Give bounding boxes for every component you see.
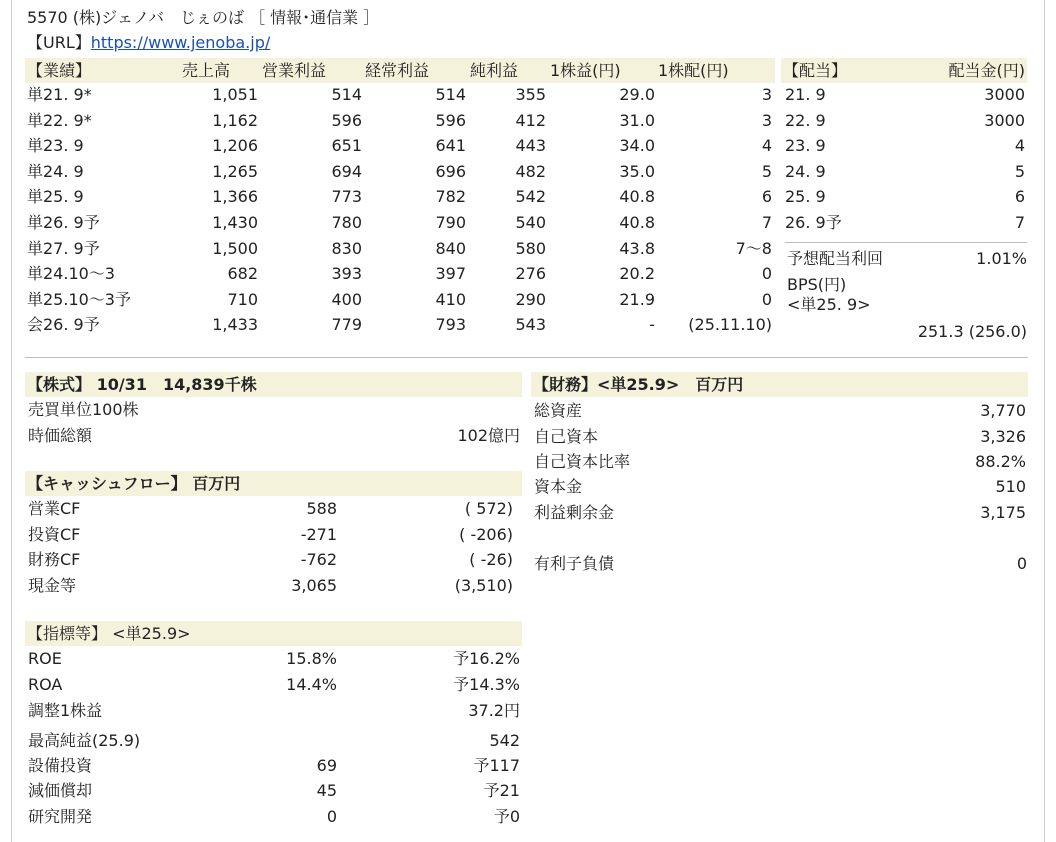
cell-operating-profit: 596 xyxy=(331,111,362,130)
cashflow-row xyxy=(25,573,522,598)
finance-row xyxy=(531,474,1028,499)
debt-value: 0 xyxy=(1016,554,1027,573)
dividend-amount: 6 xyxy=(1014,187,1025,206)
dividend-period: 23. 9 xyxy=(785,136,826,155)
dividend-row xyxy=(781,184,1027,209)
indicator-row xyxy=(25,753,522,778)
cashflow-previous: ( 572) xyxy=(464,499,513,518)
cell-eps: 43.8 xyxy=(619,239,655,258)
dividend-col: 配当金(円) xyxy=(948,61,1025,80)
dividend-row xyxy=(781,82,1027,107)
cashflow-previous: ( -26) xyxy=(469,550,513,569)
cell-ordinary-profit: 596 xyxy=(435,111,466,130)
bps-period: <単25. 9> xyxy=(787,295,871,314)
dividend-amount: 7 xyxy=(1014,213,1025,232)
cell-net-profit: 276 xyxy=(515,264,546,283)
performance-row xyxy=(25,82,775,107)
performance-row xyxy=(25,210,775,235)
dividend-header xyxy=(781,58,1027,83)
cell-period: 単25. 9 xyxy=(27,187,84,206)
performance-row xyxy=(25,287,775,312)
market-cap-value: 102億円 xyxy=(457,426,520,445)
cell-period: 単27. 9予 xyxy=(27,239,100,258)
indicator-label: 調整1株益 xyxy=(28,701,103,720)
indicator-actual: 45 xyxy=(316,781,337,800)
cell-dps: 4 xyxy=(761,136,772,155)
cell-ordinary-profit: 641 xyxy=(435,136,466,155)
cell-eps: 21.9 xyxy=(619,290,655,309)
trade-unit: 売買単位100株 xyxy=(28,400,139,419)
dividend-period: 26. 9予 xyxy=(785,213,842,232)
dividend-separator xyxy=(785,242,1027,243)
indicator-forecast: 37.2円 xyxy=(468,701,520,720)
indicator-actual: 0 xyxy=(326,807,337,826)
col-net-profit: 純利益 xyxy=(470,61,519,80)
cell-operating-profit: 393 xyxy=(331,264,362,283)
cashflow-current: 588 xyxy=(306,499,337,518)
indicator-row xyxy=(25,804,522,829)
finance-title: 【財務】<単25.9> 百万円 xyxy=(533,375,744,394)
cell-net-profit: 290 xyxy=(515,290,546,309)
cell-dps: 0 xyxy=(761,264,772,283)
performance-row xyxy=(25,261,775,286)
cell-operating-profit: 651 xyxy=(331,136,362,155)
bps-value: 251.3 (256.0) xyxy=(917,322,1027,341)
indicator-row xyxy=(25,672,522,697)
cell-ordinary-profit: 790 xyxy=(435,213,466,232)
finance-label: 自己資本 xyxy=(534,427,599,446)
col-operating-profit: 営業利益 xyxy=(262,61,327,80)
dividend-row xyxy=(781,159,1027,184)
cashflow-current: 3,065 xyxy=(291,576,337,595)
cashflow-title: 【キャッシュフロー】 百万円 xyxy=(27,474,241,493)
cell-ordinary-profit: 397 xyxy=(435,264,466,283)
cell-net-profit: 443 xyxy=(515,136,546,155)
company-title: 5570 (株)ジェノバ じぇのば ［ 情報･通信業 ］ xyxy=(27,8,380,27)
indicator-label: 研究開発 xyxy=(28,807,93,826)
cell-period: 単21. 9* xyxy=(27,85,92,104)
dividend-amount: 5 xyxy=(1014,162,1025,181)
indicators-header xyxy=(25,621,522,646)
cell-eps: - xyxy=(649,315,655,334)
cell-operating-profit: 773 xyxy=(331,187,362,206)
indicator-label: ROE xyxy=(28,649,62,668)
col-eps: 1株益(円) xyxy=(550,61,621,80)
indicator-forecast: 予16.2% xyxy=(453,649,520,668)
cashflow-label: 営業CF xyxy=(28,499,81,518)
cell-period: 単22. 9* xyxy=(27,111,92,130)
cell-net-profit: 355 xyxy=(515,85,546,104)
cell-ordinary-profit: 840 xyxy=(435,239,466,258)
finance-label: 自己資本比率 xyxy=(534,452,631,471)
stock-header xyxy=(25,372,522,397)
finance-label: 利益剰余金 xyxy=(534,503,615,522)
indicator-label: 最高純益(25.9) xyxy=(28,731,141,750)
cell-sales: 1,206 xyxy=(212,136,258,155)
cell-net-profit: 543 xyxy=(515,315,546,334)
cashflow-row xyxy=(25,547,522,572)
col-sales: 売上高 xyxy=(182,61,231,80)
left-border xyxy=(11,0,12,842)
cashflow-row xyxy=(25,522,522,547)
cell-ordinary-profit: 410 xyxy=(435,290,466,309)
finance-value: 3,770 xyxy=(980,401,1026,420)
dividend-amount: 3000 xyxy=(984,85,1025,104)
indicator-forecast: 予21 xyxy=(483,781,520,800)
cashflow-label: 投資CF xyxy=(28,525,81,544)
finance-row xyxy=(531,449,1028,474)
cell-net-profit: 482 xyxy=(515,162,546,181)
indicator-forecast: 予14.3% xyxy=(453,675,520,694)
dividend-period: 22. 9 xyxy=(785,111,826,130)
cell-dps: 7～8 xyxy=(735,239,772,258)
cashflow-previous: (3,510) xyxy=(454,576,513,595)
cell-eps: 40.8 xyxy=(619,213,655,232)
cell-dps: 3 xyxy=(761,85,772,104)
cell-dps: 6 xyxy=(761,187,772,206)
indicator-label: ROA xyxy=(28,675,63,694)
dividend-yield-value: 1.01% xyxy=(976,249,1027,268)
cell-net-profit: 540 xyxy=(515,213,546,232)
cell-dps: 3 xyxy=(761,111,772,130)
finance-header xyxy=(531,372,1028,397)
dividend-amount: 3000 xyxy=(984,111,1025,130)
indicator-forecast: 予117 xyxy=(473,756,520,775)
cell-net-profit: 580 xyxy=(515,239,546,258)
debt-label: 有利子負債 xyxy=(534,554,615,573)
finance-row xyxy=(531,398,1028,423)
performance-row xyxy=(25,133,775,158)
cell-ordinary-profit: 793 xyxy=(435,315,466,334)
cell-operating-profit: 514 xyxy=(331,85,362,104)
cell-eps: 20.2 xyxy=(619,264,655,283)
indicator-actual: 15.8% xyxy=(286,649,337,668)
cell-net-profit: 412 xyxy=(515,111,546,130)
col-ordinary-profit: 経常利益 xyxy=(365,61,430,80)
indicator-label: 設備投資 xyxy=(28,756,93,775)
cell-sales: 1,162 xyxy=(212,111,258,130)
performance-row xyxy=(25,159,775,184)
cashflow-row xyxy=(25,496,522,521)
finance-value: 3,326 xyxy=(980,427,1026,446)
dividend-period: 25. 9 xyxy=(785,187,826,206)
cell-sales: 682 xyxy=(227,264,258,283)
cell-sales: 1,366 xyxy=(212,187,258,206)
performance-row xyxy=(25,184,775,209)
cell-operating-profit: 830 xyxy=(331,239,362,258)
market-cap-label: 時価総額 xyxy=(28,426,93,445)
cell-eps: 34.0 xyxy=(619,136,655,155)
cell-period: 単24.10～3 xyxy=(27,264,115,283)
bps-label: BPS(円) xyxy=(787,275,847,294)
cell-eps: 35.0 xyxy=(619,162,655,181)
indicators-title: 【指標等】 <単25.9> xyxy=(27,624,191,643)
finance-value: 510 xyxy=(995,477,1026,496)
cell-net-profit: 542 xyxy=(515,187,546,206)
dividend-row xyxy=(781,210,1027,235)
col-dps: 1株配(円) xyxy=(658,61,729,80)
indicator-actual: 14.4% xyxy=(286,675,337,694)
cell-eps: 40.8 xyxy=(619,187,655,206)
dividend-amount: 4 xyxy=(1014,136,1025,155)
right-border xyxy=(1044,0,1045,842)
cell-eps: 31.0 xyxy=(619,111,655,130)
cell-sales: 1,430 xyxy=(212,213,258,232)
cell-dps: 0 xyxy=(761,290,772,309)
cell-period: 会26. 9予 xyxy=(27,315,100,334)
indicator-row xyxy=(25,728,522,753)
indicator-row xyxy=(25,646,522,671)
dividend-period: 24. 9 xyxy=(785,162,826,181)
cashflow-previous: ( -206) xyxy=(459,525,513,544)
cell-period: 単26. 9予 xyxy=(27,213,100,232)
cell-ordinary-profit: 514 xyxy=(435,85,466,104)
finance-label: 資本金 xyxy=(534,477,583,496)
performance-row xyxy=(25,312,775,337)
cashflow-label: 現金等 xyxy=(28,576,77,595)
cashflow-current: -762 xyxy=(300,550,337,569)
cell-dps: 5 xyxy=(761,162,772,181)
performance-row xyxy=(25,236,775,261)
dividend-row xyxy=(781,108,1027,133)
cell-operating-profit: 780 xyxy=(331,213,362,232)
indicator-row xyxy=(25,778,522,803)
cashflow-header xyxy=(25,471,522,496)
indicator-forecast: 542 xyxy=(489,731,520,750)
performance-header xyxy=(25,58,775,83)
cell-sales: 710 xyxy=(227,290,258,309)
cell-dps: 7 xyxy=(761,213,772,232)
section-divider xyxy=(25,357,1028,358)
url-row xyxy=(27,33,270,53)
cell-period: 単25.10～3予 xyxy=(27,290,131,309)
finance-row xyxy=(531,500,1028,525)
cashflow-current: -271 xyxy=(300,525,337,544)
cell-period: 単24. 9 xyxy=(27,162,84,181)
indicator-actual: 69 xyxy=(316,756,337,775)
indicator-label: 減価償却 xyxy=(28,781,93,800)
cell-ordinary-profit: 782 xyxy=(435,187,466,206)
cell-operating-profit: 400 xyxy=(331,290,362,309)
cashflow-label: 財務CF xyxy=(28,550,81,569)
url-label: 【URL】 xyxy=(27,33,91,52)
finance-value: 88.2% xyxy=(975,452,1026,471)
dividend-period: 21. 9 xyxy=(785,85,826,104)
cell-operating-profit: 694 xyxy=(331,162,362,181)
cell-sales: 1,500 xyxy=(212,239,258,258)
finance-row xyxy=(531,424,1028,449)
cell-period: 単23. 9 xyxy=(27,136,84,155)
col-period: 【業績】 xyxy=(27,61,92,80)
dividend-title: 【配当】 xyxy=(783,61,848,80)
cell-ordinary-profit: 696 xyxy=(435,162,466,181)
dividend-row xyxy=(781,133,1027,158)
cell-dps: (25.11.10) xyxy=(688,315,772,334)
indicator-forecast: 予0 xyxy=(493,807,520,826)
company-url-link[interactable]: https://www.jenoba.jp/ xyxy=(90,33,271,52)
finance-value: 3,175 xyxy=(980,503,1026,522)
cell-operating-profit: 779 xyxy=(331,315,362,334)
stock-title: 【株式】 10/31 14,839千株 xyxy=(27,375,257,394)
dividend-yield-label: 予想配当利回 xyxy=(787,249,884,268)
cell-eps: 29.0 xyxy=(619,85,655,104)
cell-sales: 1,265 xyxy=(212,162,258,181)
finance-label: 総資産 xyxy=(534,401,583,420)
indicator-row xyxy=(25,698,522,723)
cell-sales: 1,433 xyxy=(212,315,258,334)
performance-row xyxy=(25,108,775,133)
cell-sales: 1,051 xyxy=(212,85,258,104)
